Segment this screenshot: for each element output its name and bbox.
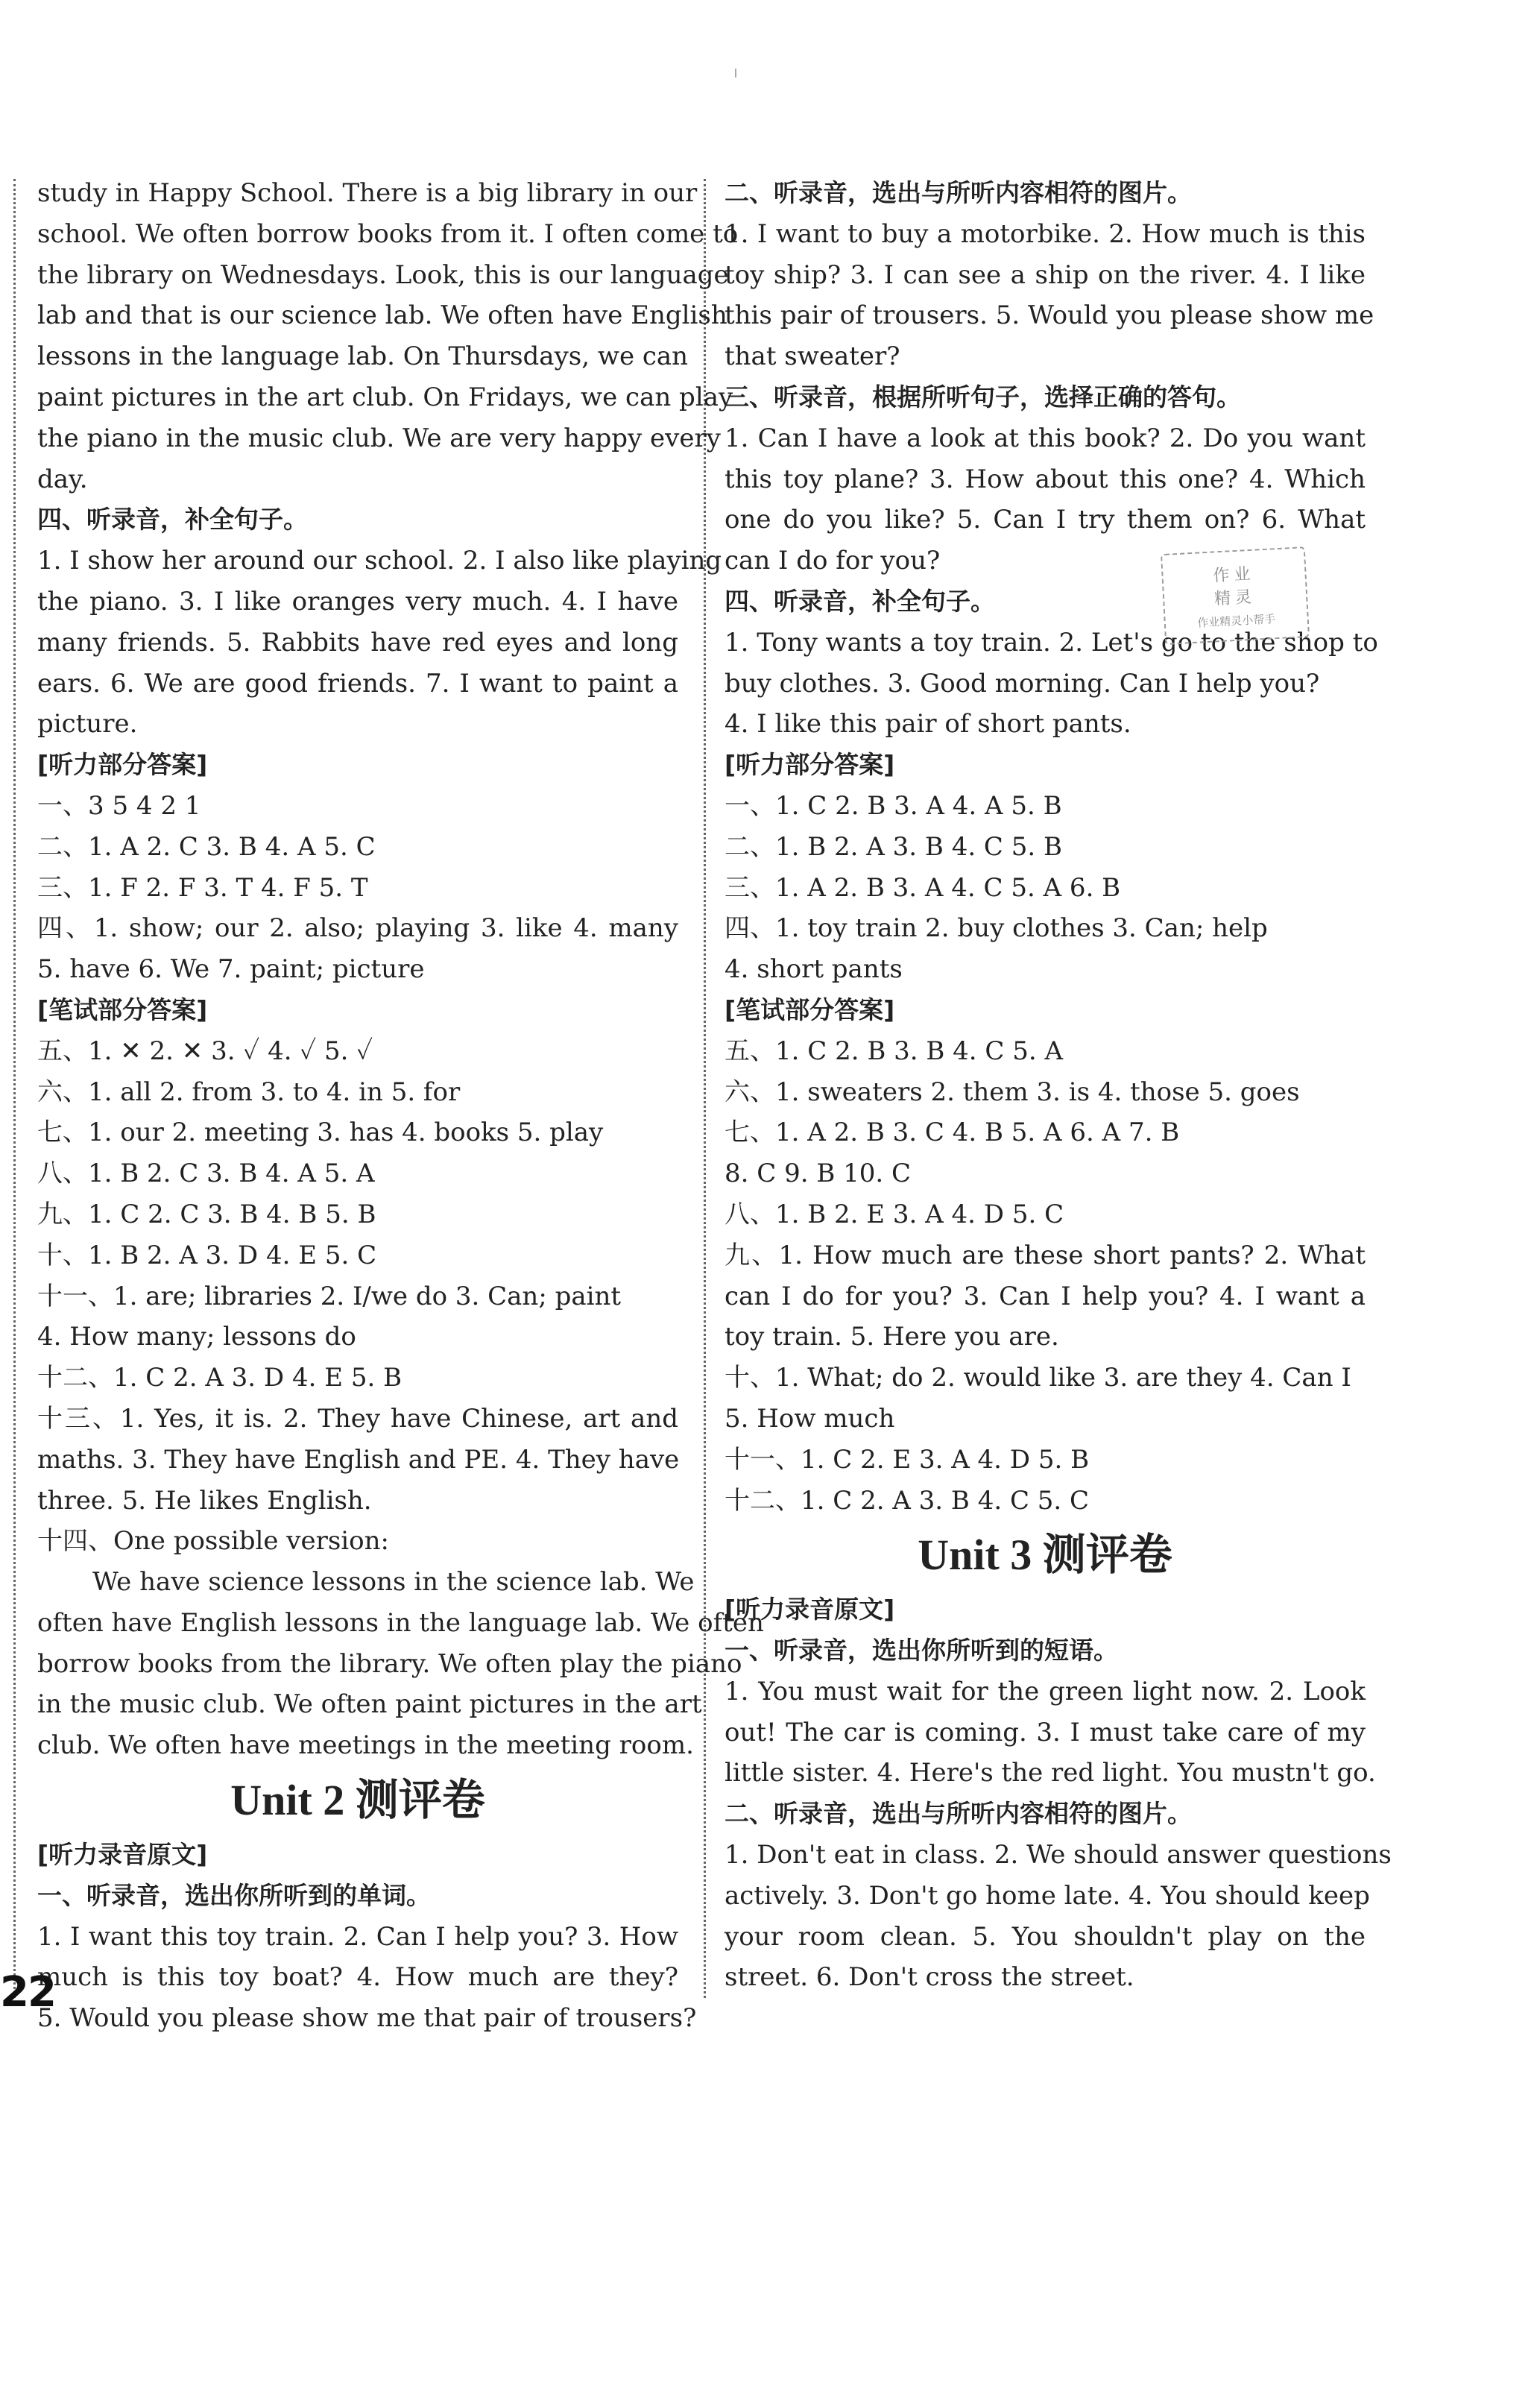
scan-mark xyxy=(735,69,736,78)
text-line: 1. You must wait for the green light now. 2. Look xyxy=(725,1676,1366,1706)
text-line: 1. I show her around our school. 2. I also like playing xyxy=(37,546,722,576)
text-line: buy clothes. 3. Good morning. Can I help you? xyxy=(725,668,1320,699)
text-line: toy train. 5. Here you are. xyxy=(725,1322,1059,1352)
text-line: the piano in the music club. We are very happy every xyxy=(37,423,721,453)
stamp-line-3: 作业精灵小帮手 xyxy=(1196,612,1276,630)
text-line: 5. How much xyxy=(725,1403,895,1434)
text-line: 十二、1. C 2. A 3. D 4. E 5. B xyxy=(37,1363,403,1393)
text-line: out! The car is coming. 3. I must take care of my xyxy=(725,1717,1366,1747)
text-line: 十三、1. Yes, it is. 2. They have Chinese, art and xyxy=(37,1403,678,1434)
text-line: this pair of trousers. 5. Would you please show me xyxy=(725,300,1374,331)
text-line: 四、1. toy train 2. buy clothes 3. Can; help xyxy=(725,913,1268,944)
text-line: actively. 3. Don't go home late. 4. You should keep xyxy=(725,1880,1370,1911)
text-line: 九、1. How much are these short pants? 2. What xyxy=(725,1240,1366,1270)
text-line: 1. I want to buy a motorbike. 2. How much is this xyxy=(725,218,1366,249)
text-line: three. 5. He likes English. xyxy=(37,1485,372,1516)
text-line: 5. have 6. We 7. paint; picture xyxy=(37,954,425,985)
text-line: 十一、1. C 2. E 3. A 4. D 5. B xyxy=(725,1444,1090,1475)
text-line: toy ship? 3. I can see a ship on the river. 4. I like xyxy=(725,259,1366,290)
text-line: We have science lessons in the science lab. We xyxy=(92,1567,695,1598)
section-heading: [听力部分答案] xyxy=(725,750,895,780)
text-line: paint pictures in the art club. On Fridays, we can play xyxy=(37,382,733,412)
text-line: 四、1. show; our 2. also; playing 3. like 4. many xyxy=(37,913,678,944)
text-line: 二、1. A 2. C 3. B 4. A 5. C xyxy=(37,831,376,862)
text-line: 5. Would you please show me that pair of trousers? xyxy=(37,2003,697,2034)
section-heading: [笔试部分答案] xyxy=(37,995,208,1024)
left-column xyxy=(37,173,764,2039)
text-line: 十、1. What; do 2. would like 3. are they 4. Can I xyxy=(725,1363,1351,1393)
text-line: 十二、1. C 2. A 3. B 4. C 5. C xyxy=(725,1485,1090,1516)
text-line: 十四、One possible version: xyxy=(37,1526,389,1557)
section-heading: 二、听录音，选出与所听内容相符的图片。 xyxy=(725,1799,1192,1829)
text-line: this toy plane? 3. How about this one? 4. Which xyxy=(725,464,1366,494)
text-line: 三、1. F 2. F 3. T 4. F 5. T xyxy=(37,872,368,903)
section-heading: [听力录音原文] xyxy=(37,1840,208,1870)
text-line: 九、1. C 2. C 3. B 4. B 5. B xyxy=(37,1199,376,1229)
text-line: your room clean. 5. You shouldn't play on the xyxy=(725,1921,1366,1952)
text-line: many friends. 5. Rabbits have red eyes and long xyxy=(37,627,678,658)
unit-title: Unit 2 测评卷 xyxy=(230,1776,485,1825)
section-heading: 三、听录音，根据所听句子，选择正确的答句。 xyxy=(725,382,1241,412)
text-line: ears. 6. We are good friends. 7. I want to paint a xyxy=(37,668,678,699)
text-line: 七、1. our 2. meeting 3. has 4. books 5. play xyxy=(37,1118,604,1148)
text-line: 8. C 9. B 10. C xyxy=(725,1159,912,1189)
text-line: day. xyxy=(37,464,88,494)
text-line: one do you like? 5. Can I try them on? 6. What xyxy=(725,505,1366,535)
text-line: 4. How many; lessons do xyxy=(37,1322,356,1352)
text-line: study in Happy School. There is a big library in our xyxy=(37,178,698,208)
text-line: 十、1. B 2. A 3. D 4. E 5. C xyxy=(37,1240,377,1270)
text-line: 1. Don't eat in class. 2. We should answer questions xyxy=(725,1840,1392,1870)
text-line: much is this toy boat? 4. How much are they? xyxy=(37,1962,678,1993)
text-line: street. 6. Don't cross the street. xyxy=(725,1962,1134,1993)
unit-title: Unit 3 测评卷 xyxy=(918,1531,1172,1580)
text-line: 七、1. A 2. B 3. C 4. B 5. A 6. A 7. B xyxy=(725,1118,1180,1148)
text-line: often have English lessons in the language lab. We often xyxy=(37,1607,764,1638)
text-line: lab and that is our science lab. We often have English xyxy=(37,300,727,331)
text-line: 八、1. B 2. E 3. A 4. D 5. C xyxy=(725,1199,1064,1229)
page-number: 22 xyxy=(0,1968,55,2017)
text-line: 1. I want this toy train. 2. Can I help you? 3. How xyxy=(37,1921,678,1952)
text-line: 六、1. all 2. from 3. to 4. in 5. for xyxy=(37,1077,461,1107)
text-line: 一、3 5 4 2 1 xyxy=(37,790,201,821)
text-line: 三、1. A 2. B 3. A 4. C 5. A 6. B xyxy=(725,872,1121,903)
text-line: 六、1. sweaters 2. them 3. is 4. those 5. goes xyxy=(725,1077,1300,1107)
text-line: 五、1. ✕ 2. ✕ 3. ✓ 4. ✓ 5. ✓ xyxy=(37,1036,373,1066)
section-heading: [听力录音原文] xyxy=(725,1595,895,1624)
text-line: club. We often have meetings in the meeting room. xyxy=(37,1730,694,1761)
text-line: 二、1. B 2. A 3. B 4. C 5. B xyxy=(725,831,1062,862)
stamp-line-2: 精灵 xyxy=(1213,587,1257,609)
stamp-line-1: 作业 xyxy=(1212,564,1256,586)
section-heading: 四、听录音，补全句子。 xyxy=(725,586,995,616)
text-line: can I do for you? 3. Can I help you? 4. I want a xyxy=(725,1281,1366,1311)
left-margin-rule xyxy=(13,179,16,1998)
section-heading: 一、听录音，选出你所听到的单词。 xyxy=(37,1880,431,1910)
text-line: 4. short pants xyxy=(725,954,903,985)
text-line: 八、1. B 2. C 3. B 4. A 5. A xyxy=(37,1159,375,1189)
text-line: 五、1. C 2. B 3. B 4. C 5. A xyxy=(725,1036,1064,1066)
text-line: 4. I like this pair of short pants. xyxy=(725,709,1131,740)
text-line: picture. xyxy=(37,709,138,740)
text-line: can I do for you? xyxy=(725,546,941,576)
section-heading: 一、听录音，选出你所听到的短语。 xyxy=(725,1636,1118,1665)
text-line: the library on Wednesdays. Look, this is our language xyxy=(37,259,729,290)
text-line: school. We often borrow books from it. I often come to xyxy=(37,218,739,249)
text-line: in the music club. We often paint pictures in the art xyxy=(37,1689,702,1720)
watermark-stamp xyxy=(1161,546,1310,645)
text-line: borrow books from the library. We often play the piano xyxy=(37,1648,742,1679)
section-heading: [听力部分答案] xyxy=(37,750,208,780)
text-line: 一、1. C 2. B 3. A 4. A 5. B xyxy=(725,790,1062,821)
section-heading: [笔试部分答案] xyxy=(725,995,895,1024)
section-heading: 四、听录音，补全句子。 xyxy=(37,505,308,535)
text-line: maths. 3. They have English and PE. 4. They have xyxy=(37,1444,680,1475)
section-heading: 二、听录音，选出与所听内容相符的图片。 xyxy=(725,178,1192,207)
right-column xyxy=(725,173,1392,1998)
text-line: the piano. 3. I like oranges very much. 4. I have xyxy=(37,586,678,617)
text-line: little sister. 4. Here's the red light. You mustn't go. xyxy=(725,1758,1376,1788)
text-line: that sweater? xyxy=(725,341,900,372)
text-line: lessons in the language lab. On Thursdays, we can xyxy=(37,341,689,372)
text-line: 1. Can I have a look at this book? 2. Do you want xyxy=(725,423,1366,453)
text-line: 1. Tony wants a toy train. 2. Let's go to the shop to xyxy=(725,627,1378,658)
text-line: 十一、1. are; libraries 2. I/we do 3. Can; paint xyxy=(37,1281,622,1311)
